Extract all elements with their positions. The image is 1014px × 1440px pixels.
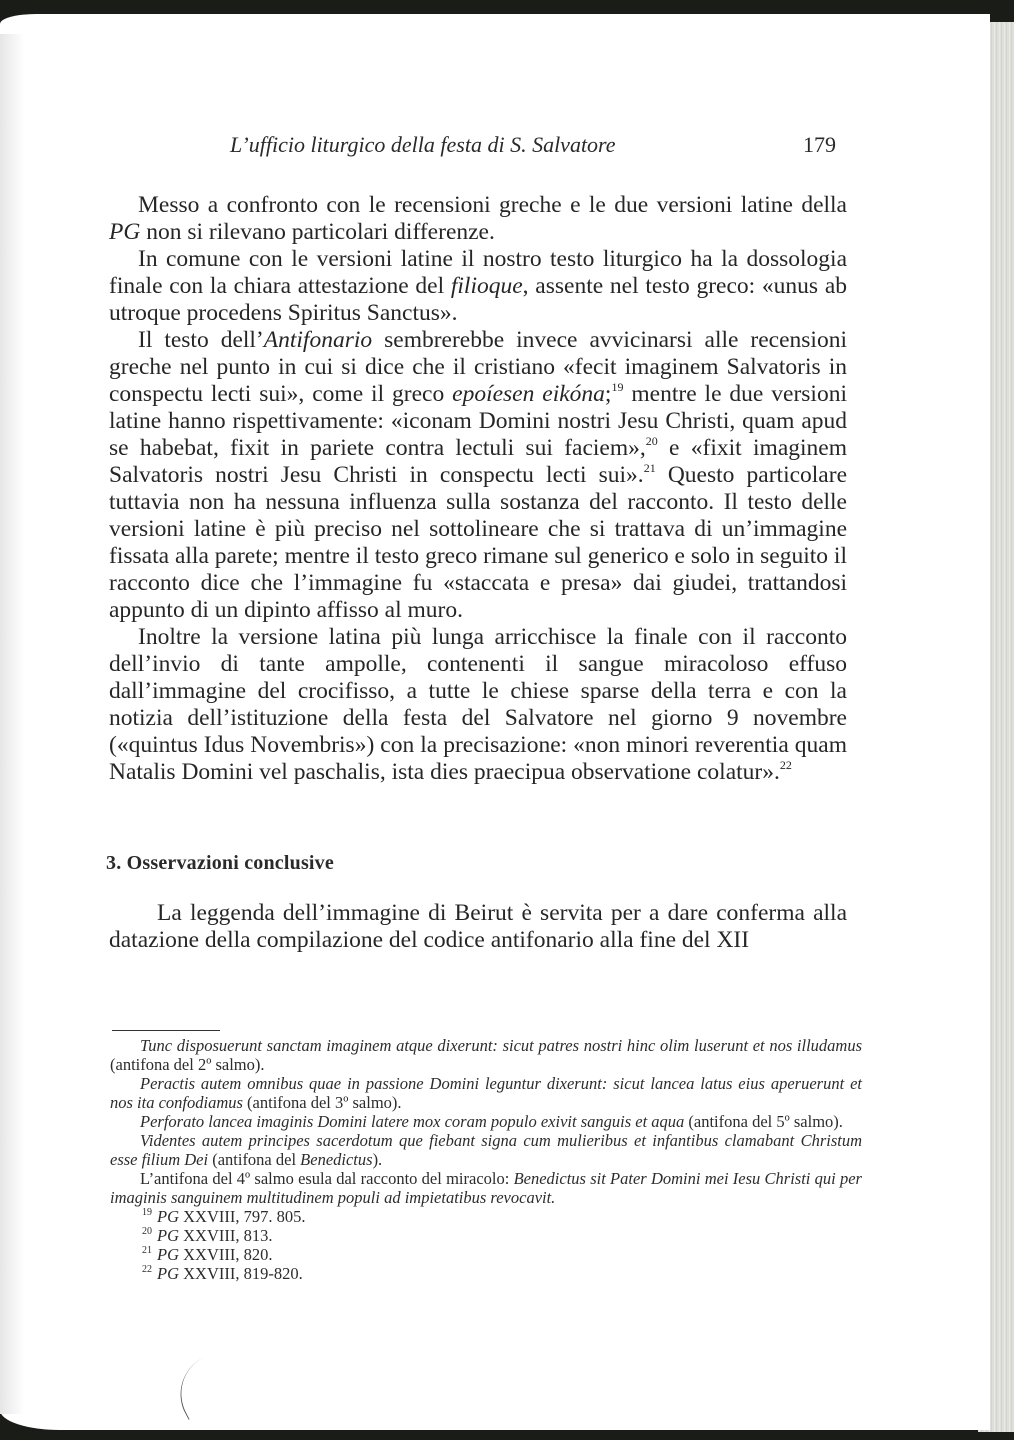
text-run: ). — [372, 1150, 383, 1169]
italic-run: Antifonario — [263, 327, 373, 353]
paragraph — [109, 624, 847, 786]
footnote-citation: XXVIII, 819-820. — [179, 1264, 303, 1283]
text-run: sembrerebbe invece avvicinarsi alle recensioni greche nel punto in cui si dice che il cristiano «fecit imaginem Salvatoris in conspectu lecti sui», come il greco — [109, 327, 847, 407]
footnote-21 — [110, 1245, 862, 1264]
running-header — [100, 132, 840, 162]
section-text — [109, 900, 847, 954]
footnote-continued — [110, 1112, 862, 1131]
footnote-source: PG — [157, 1226, 179, 1245]
text-run: , assente nel testo greco: «unus ab utroque procedens Spiritus Sanctus». — [109, 273, 848, 326]
text-run: (antifona del — [208, 1150, 301, 1169]
section-heading: 3. Osservazioni conclusive — [106, 852, 334, 874]
text-run: mentre le due versioni latine hanno rispettivamente: «iconam Domini nostri Jesu Christi, quam apud se habebat, fixit in pariete contra lectuli sui faciem», — [109, 381, 847, 461]
text-run: non si rilevano particolari differenze. — [140, 219, 495, 245]
footnote-number: 21 — [142, 1245, 152, 1256]
footnotes — [110, 1036, 862, 1283]
italic-run: Benedictus — [300, 1150, 373, 1169]
paragraph — [109, 327, 847, 624]
footnote-citation: XXVIII, 813. — [179, 1226, 273, 1245]
footnote-19 — [110, 1207, 862, 1226]
footnote-continued — [110, 1131, 862, 1169]
footnote-ref: 22 — [779, 758, 792, 772]
italic-run: epoíesen eikóna — [452, 381, 605, 407]
footnote-20 — [110, 1226, 862, 1245]
footnote-source: PG — [157, 1245, 179, 1264]
paragraph — [109, 246, 847, 327]
text-run: (antifona del 3º salmo). — [242, 1093, 402, 1112]
italic-run: filioque — [450, 273, 523, 299]
italic-run: Perforato lancea imaginis Domini latere mox coram populo exivit sanguis et aqua — [140, 1112, 685, 1131]
text-run: L’antifona del 4º salmo esula dal racconto del miracolo: — [140, 1169, 514, 1188]
footnote-ref: 19 — [611, 380, 624, 394]
text-run: Messo a confronto con le recensioni greche e le due versioni latine della — [138, 192, 847, 218]
footnote-ref: 21 — [643, 461, 656, 475]
footnote-source: PG — [157, 1207, 179, 1226]
page-number: 179 — [803, 132, 836, 157]
footnote-citation: XXVIII, 820. — [179, 1245, 273, 1264]
running-title: L’ufficio liturgico della festa di S. Salvatore — [230, 132, 616, 157]
footnote-ref: 20 — [645, 434, 658, 448]
italic-run: PG — [109, 219, 141, 245]
footnote-continued — [110, 1169, 862, 1207]
text-run: Questo particolare tuttavia non ha nessuna influenza sulla sostanza del racconto. Il testo delle versioni latine è più preciso nel sottolineare che si trattava di un’immagine fissata alla parete; mentre il testo greco rimane sul generico e solo in seguito il racconto dice che l’immagine fu «staccata e presa» dai giudei, trattandosi appunto di un dipinto affisso al muro. — [109, 462, 847, 623]
footnote-number: 19 — [142, 1207, 152, 1218]
text-run: ; — [604, 381, 612, 407]
footnote-citation: XXVIII, 797. 805. — [179, 1207, 306, 1226]
footnote-separator — [112, 1030, 220, 1031]
page-gutter-shadow — [0, 34, 24, 1414]
footnote-number: 22 — [142, 1264, 152, 1275]
footnote-source: PG — [157, 1264, 179, 1283]
italic-run: Tunc disposuerunt sanctam imaginem atque dixerunt: sicut patres nostri hinc olim luserunt et nos illudamus — [140, 1036, 862, 1055]
text-run: Inoltre la versione latina più lunga arricchisce la finale con il racconto dell’invio di tante ampolle, contenenti il sangue miracoloso effuso dall’immagine del crocifisso, a tutte le chiese sparse della terra e con la notizia dell’istituzione della festa del Salvatore nel giorno 9 novembre («quintus Idus Novembris») con la precisazione: «non minori reverentia quam Natalis Domini vel paschalis, ista dies praecipua observatione colatur». — [109, 624, 847, 785]
paragraph: La leggenda dell’immagine di Beirut è servita per a dare conferma alla datazione della compilazione del codice antifonario alla fine del XII — [109, 900, 847, 953]
italic-run: Videntes autem principes sacerdotum que fiebant signa cum mulieribus et infantibus clamabant Christum esse filium Dei — [110, 1131, 862, 1169]
footnote-number: 20 — [142, 1226, 152, 1237]
text-run: Il testo dell’ — [138, 327, 264, 353]
footnote-continued — [110, 1036, 862, 1074]
footnote-22 — [110, 1264, 862, 1283]
paragraph — [109, 192, 847, 246]
main-text — [109, 192, 847, 786]
italic-run: Peractis autem omnibus quae in passione Domini leguntur dixerunt: sicut lancea latus eius aperuerunt et nos ita confodiamus — [110, 1074, 862, 1112]
text-run: In comune con le versioni latine il nostro testo liturgico ha la dossologia finale con la chiara attestazione del — [109, 246, 847, 299]
footnote-continued — [110, 1074, 862, 1112]
text-run: (antifona del 2º salmo). — [110, 1055, 265, 1074]
text-run: e «fixit imaginem Salvatoris nostri Jesu Christi in conspectu lecti sui». — [109, 435, 847, 488]
italic-run: Benedictus sit Pater Domini mei Iesu Christi qui per imaginis sanguinem multitudinem populi ad impietatibus revocavit. — [110, 1169, 862, 1207]
text-run: (antifona del 5º salmo). — [684, 1112, 843, 1131]
